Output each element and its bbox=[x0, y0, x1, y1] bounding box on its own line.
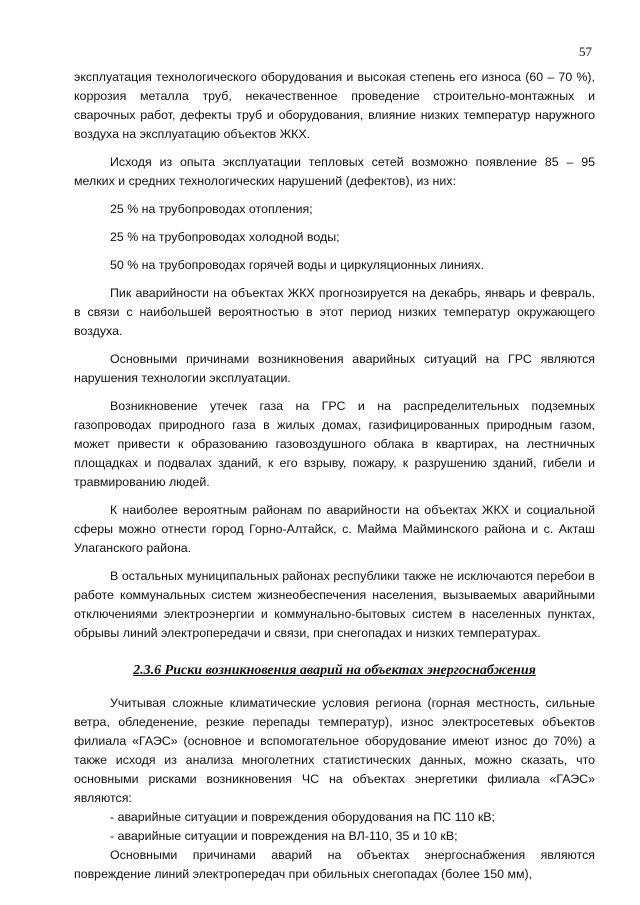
section-body bbox=[74, 694, 595, 884]
list-item: - аварийные ситуации и повреждения на ВЛ-110, 35 и 10 кВ; bbox=[110, 829, 458, 843]
list-item: 50 % на трубопроводах горячей воды и циркуляционных линиях. bbox=[110, 258, 484, 272]
list-item: 25 % на трубопроводах холодной воды; bbox=[110, 230, 340, 244]
paragraph: Возникновение утечек газа на ГРС и на распределительных подземных газопроводах природного газа в жилых домах, газифицированных природным газом, может привести к образованию газовоздушного облака в квартирах, на лестничных площадках и подвалах зданий, к его взрыву, пожару, к разрушению зданий, гибели и травмированию людей. bbox=[74, 399, 595, 489]
list-item: 25 % на трубопроводах отопления; bbox=[110, 202, 313, 216]
paragraph: Исходя из опыта эксплуатации тепловых сетей возможно появление 85 – 95 мелких и средних технологических нарушений (дефектов), из них: bbox=[74, 155, 595, 188]
body-text bbox=[74, 68, 595, 884]
list-item: - аварийные ситуации и повреждения оборудования на ПС 110 кВ; bbox=[110, 810, 495, 824]
paragraph: эксплуатация технологического оборудования и высокая степень его износа (60 – 70 %), коррозия металла труб, некачественное проведение строительно-монтажных и сварочных работ, дефекты труб и оборудования, влияние низких температур наружного воздуха на эксплуатацию объектов ЖКХ. bbox=[74, 70, 595, 141]
paragraph: К наиболее вероятным районам по аварийности на объектах ЖКХ и социальной сферы можно отнести город Горно-Алтайск, с. Майма Майминского района и с. Акташ Улаганского района. bbox=[74, 503, 595, 555]
paragraph: Основными причинами возникновения аварийных ситуаций на ГРС являются нарушения технологии эксплуатации. bbox=[74, 352, 595, 385]
section-heading: 2.3.6 Риски возникновения аварий на объектах энергоснабжения bbox=[133, 663, 536, 678]
paragraph: В остальных муниципальных районах республики также не исключаются перебои в работе коммунальных систем жизнеобеспечения населения, вызываемых аварийными отключениями электроэнергии и коммунально-бытовых систем в населенных пунктах, обрывы линий электропередачи и связи, при снегопадах и низких температурах. bbox=[74, 569, 595, 640]
page-number: 57 bbox=[579, 44, 592, 59]
paragraph: Учитывая сложные климатические условия региона (горная местность, сильные ветра, обледенение, резкие перепады температур), износ электросетевых объектов филиала «ГАЭС» (основное и вспомогательное оборудование имеют износ до 70%) а также исходя из анализа многолетних статистических данных, можно сказать, что основными рисками возникновения ЧС на объектах энергетики филиала «ГАЭС» являются: bbox=[74, 696, 595, 805]
paragraph: Пик аварийности на объектах ЖКХ прогнозируется на декабрь, январь и февраль, в связи с наибольшей вероятностью в этот период низких температур окружающего воздуха. bbox=[74, 286, 595, 338]
paragraph: Основными причинами аварий на объектах энергоснабжения являются повреждение линий электропередач при обильных снегопадах (более 150 мм), bbox=[74, 848, 595, 881]
